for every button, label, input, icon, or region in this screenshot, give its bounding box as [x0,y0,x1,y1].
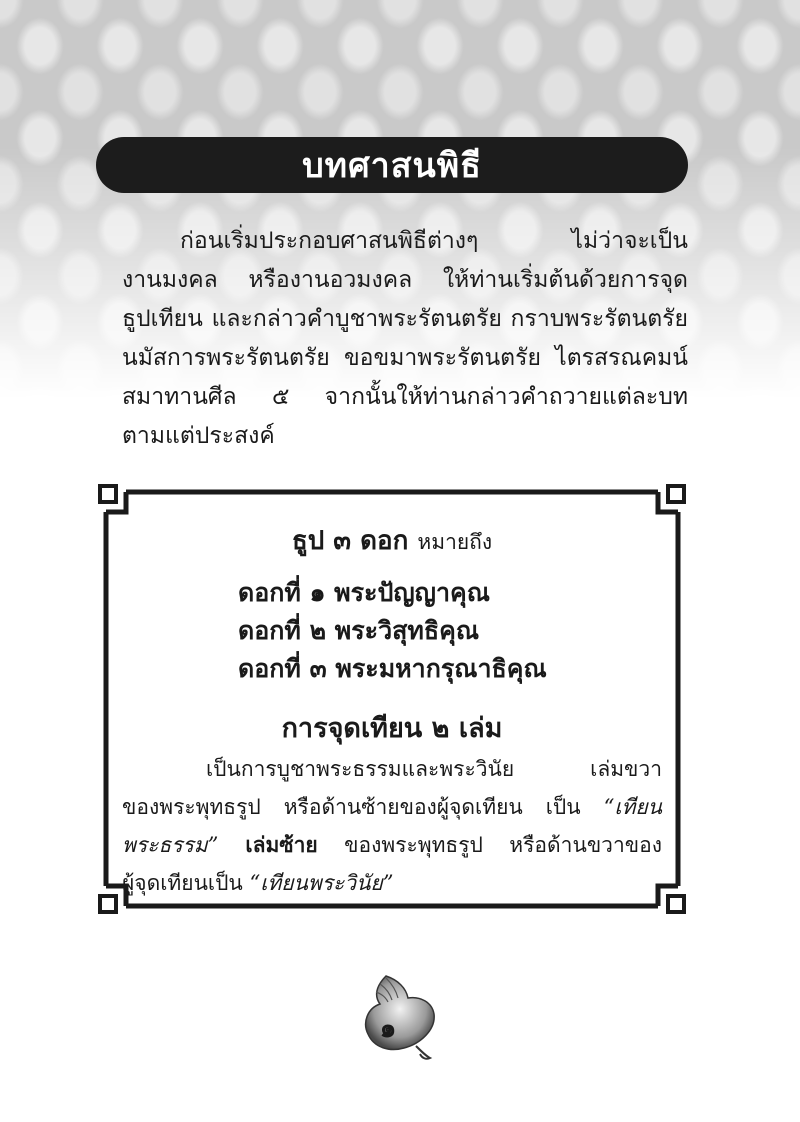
intro-line: ตามแต่ประสงค์ [122,423,275,449]
page-title: บทศาสนพิธี [302,146,482,186]
para-line: เป็นการบูชาพระธรรมและพระวินัย เล่มขวา [206,757,662,781]
incense-list [238,574,547,688]
incense-heading [118,520,666,561]
para-text: ของพระพุทธรูป หรือด้านขวาของ [317,833,662,857]
para-text: ของพระพุทธรูป หรือด้านซ้ายของผู้จุดเทียน เป็น [122,795,604,819]
candle-paragraph [122,750,662,902]
intro-line: นมัสการพระรัตนตรัย ขอขมาพระรัตนตรัย ไตรสรณคมน์ [122,345,688,371]
ornamental-frame [96,482,688,916]
intro-line: งานมงคล หรืองานอวมงคล ให้ท่านเริ่มต้นด้วยการจุด [122,267,688,293]
para-line [122,826,662,864]
para-quote: “เทียน [603,795,662,819]
para-quote: พระธรรม” [122,833,219,857]
list-item: ดอกที่ ๒ พระวิสุทธิคุณ [238,616,480,645]
page-number: ๑ [379,1014,397,1044]
intro-paragraph [122,222,688,456]
para-line [122,864,662,902]
candle-heading: การจุดเทียน ๒ เล่ม [281,713,503,744]
intro-line: ธูปเทียน และกล่าวคำบูชาพระรัตนตรัย กราบพระรัตนตรัย [122,306,688,332]
incense-heading-main: ธูป ๓ ดอก [291,526,409,556]
list-item: ดอกที่ ๓ พระมหากรุณาธิคุณ [238,654,547,683]
intro-line: ก่อนเริ่มประกอบศาสนพิธีต่างๆ ไม่ว่าจะเป็น [180,228,688,254]
para-line [122,788,662,826]
intro-line: สมาทานศีล ๕ จากนั้นให้ท่านกล่าวคำถวายแต่ละบท [122,384,688,410]
list-item: ดอกที่ ๑ พระปัญญาคุณ [238,578,490,607]
para-bold: เล่มซ้าย [218,832,318,857]
incense-heading-suffix: หมายถึง [417,530,493,554]
para-text: ผู้จุดเทียนเป็น [122,871,250,895]
frame-content [118,504,666,894]
para-quote: “เทียนพระวินัย” [249,871,394,895]
title-banner [96,137,688,193]
